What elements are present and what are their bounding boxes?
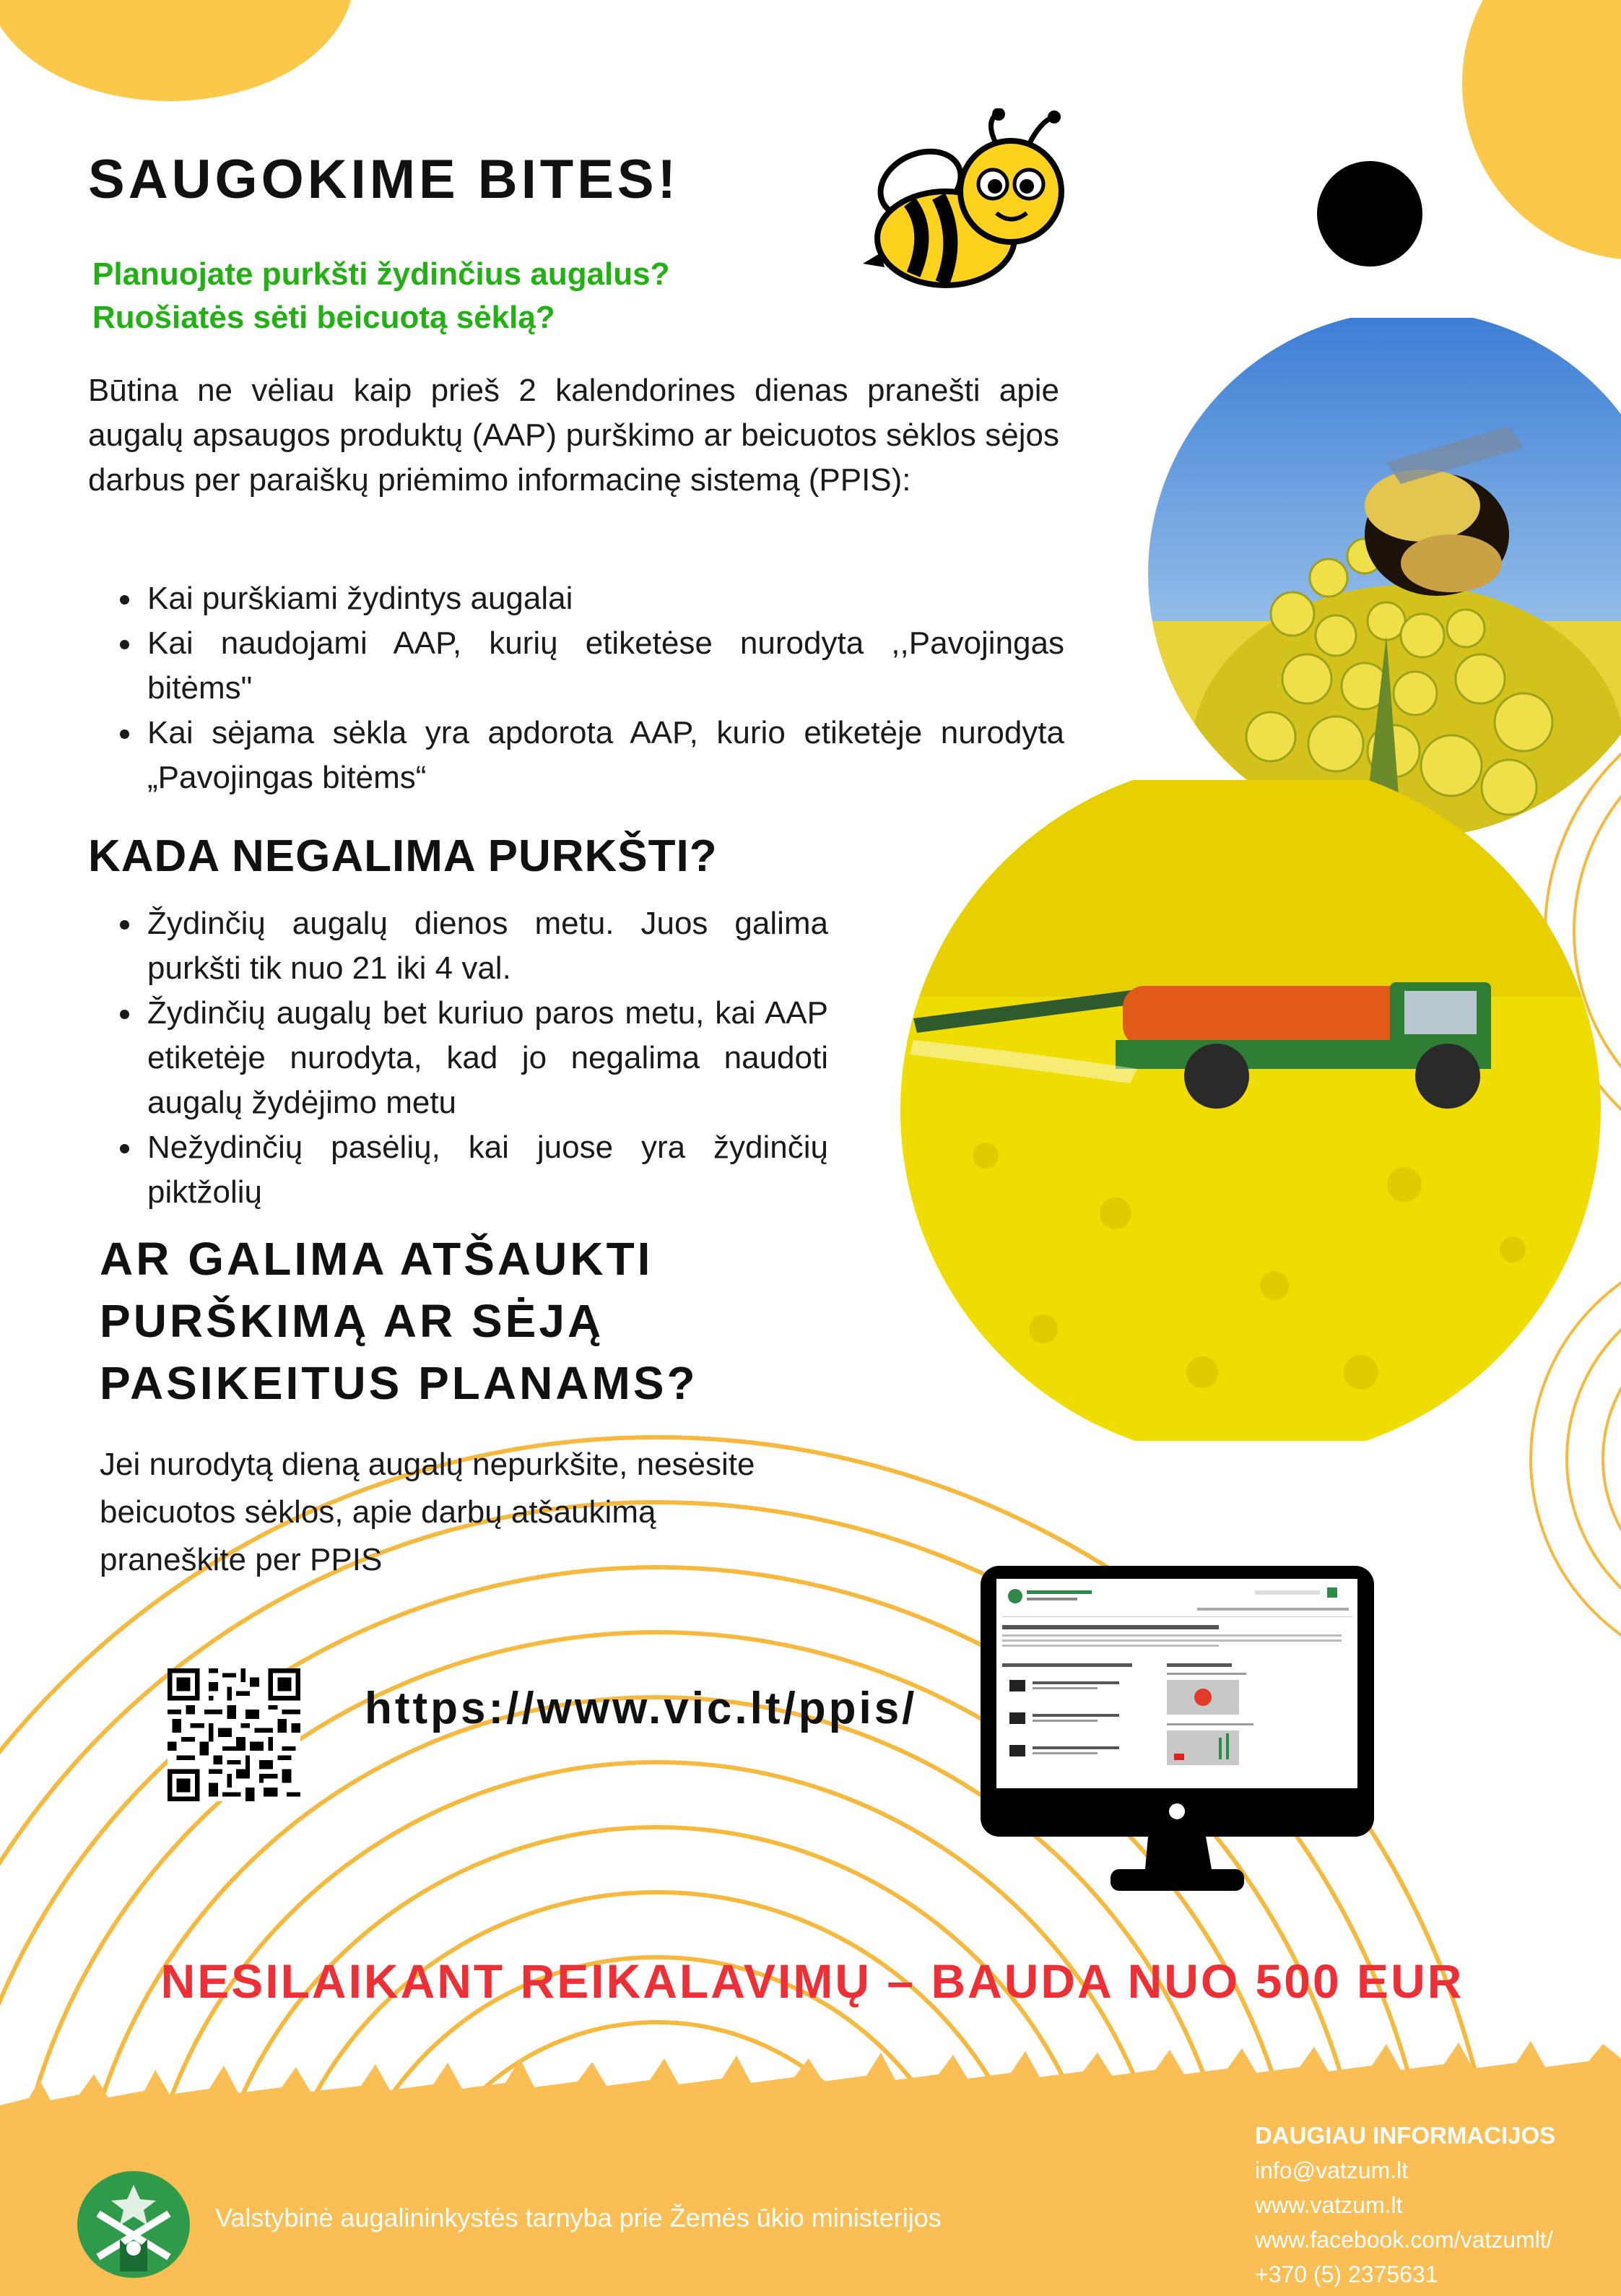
more-info-title: DAUGIAU INFORMACIJOS <box>1255 2122 1556 2149</box>
organization-name: Valstybinė augalininkystės tarnyba prie Žemės ūkio ministerijos <box>215 2203 942 2232</box>
email-link[interactable]: info@vatzum.lt <box>1255 2157 1409 2183</box>
cancel-paragraph: Jei nurodytą dieną augalų nepurkšite, nesėsite beicuotos sėklos, apie darbų atšaukimą praneškite per PPIS <box>100 1447 755 1577</box>
notification-cases-list <box>88 576 1064 800</box>
qr-code-icon[interactable] <box>168 1668 300 1801</box>
contact-info <box>1255 2118 1555 2292</box>
subtitle-question-spraying: Planuojate purkšti žydinčius augalus? <box>92 256 670 292</box>
heading-line: AR GALIMA ATŠAUKTI <box>100 1233 653 1285</box>
page-title: SAUGOKIME BITES! <box>88 149 679 210</box>
list-item: Nežydinčių pasėlių, kai juose yra žydinčių piktžolių <box>88 1125 828 1215</box>
list-item: Kai purškiami žydintys augalai <box>88 576 1064 621</box>
intro-paragraph: Būtina ne vėliau kaip prieš 2 kalendorines dienas pranešti apie augalų apsaugos produktų (AAP) purškimo ar beicuotos sėklos sėjos darbus per paraiškų priėmimo informacinę sistemą (PPIS): <box>88 373 1059 498</box>
list-item: Žydinčių augalų dienos metu. Juos galima purkšti tik nuo 21 iki 4 val. <box>88 901 828 991</box>
ppis-link[interactable]: https://www.vic.lt/ppis/ <box>365 1684 918 1733</box>
website-link[interactable]: www.vatzum.lt <box>1255 2192 1403 2218</box>
section-heading-when-not-spray: KADA NEGALIMA PURKŠTI? <box>88 831 718 881</box>
rapeseed-field-sprayer-photo <box>899 780 1603 1441</box>
organization-logo-icon <box>77 2170 191 2279</box>
heading-line: PASIKEITUS PLANAMS? <box>100 1357 698 1409</box>
list-item: Kai sėjama sėkla yra apdorota AAP, kurio etiketėje nurodyta „Pavojingas bitėms“ <box>88 711 1064 800</box>
phone-number[interactable]: +370 (5) 2375631 <box>1255 2261 1438 2287</box>
subtitle-question-seeding: Ruošiatės sėti beicuotą sėklą? <box>92 300 555 335</box>
list-item: Kai naudojami AAP, kurių etiketėse nurodyta ,,Pavojingas bitėms" <box>88 621 1064 711</box>
computer-monitor-icon <box>981 1566 1374 1894</box>
prohibited-spraying-list <box>88 901 828 1215</box>
fine-warning: NESILAIKANT REIKALAVIMŲ – BAUDA NUO 500 EUR <box>160 1954 1464 2008</box>
facebook-link[interactable]: www.facebook.com/vatzumlt/ <box>1255 2227 1553 2253</box>
list-item: Žydinčių augalų bet kuriuo paros metu, kai AAP etiketėje nurodyta, kad jo negalima naudoti augalų žydėjimo metu <box>88 991 828 1125</box>
bee-icon <box>859 108 1076 293</box>
heading-line: PURŠKIMĄ AR SĖJĄ <box>100 1295 604 1347</box>
section-heading-cancel <box>100 1228 858 1414</box>
